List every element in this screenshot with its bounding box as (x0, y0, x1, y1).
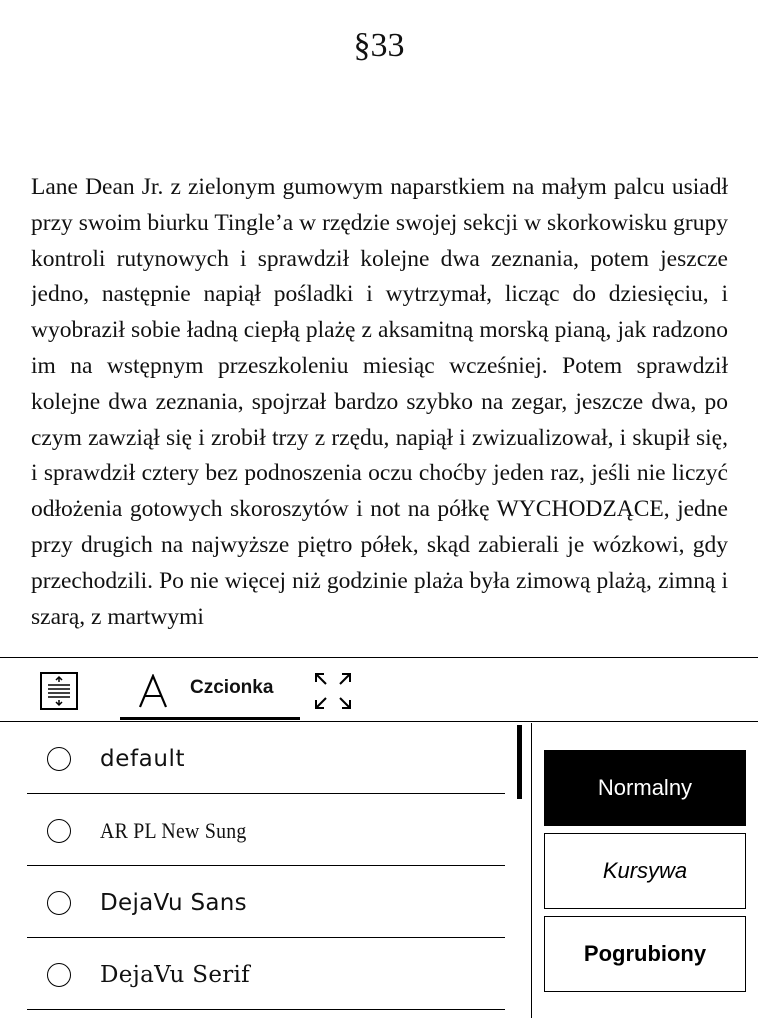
font-settings-panel (0, 657, 758, 1025)
style-bold-button[interactable]: Pogrubiony (544, 916, 746, 992)
font-name: default (100, 746, 186, 772)
line-spacing-icon (40, 672, 78, 710)
font-name: DejaVu Sans (100, 890, 247, 916)
font-item-default[interactable] (27, 722, 505, 794)
panel-divider (531, 723, 532, 1018)
font-list (27, 722, 505, 1025)
tab-font-label: Czcionka (190, 677, 274, 698)
settings-tabbar (0, 658, 758, 722)
book-paragraph: Lane Dean Jr. z zielonym gumowym naparstkiem na małym palcu usiadł przy swoim biurku Tingle’a w rzędzie swojej sekcji w skorkowisku grupy kontroli rutynowych i sprawdził kolejne dwa zeznania, potem jeszcze jedno, następnie napiął pośladki i wytrzymał, licząc do dziesięciu, i wyobraził sobie ładną ciepłą plażę z aksamitną morską pianą, jak radzono im na wstępnym przeszkoleniu miesiąc wcześniej. Potem sprawdził kolejne dwa zeznania, spojrzał bardzo szybko na zegar, jeszcze dwa, po czym zawziął się i zrobił trzy z rzędu, napiął i zwizualizował, i skupił się, i sprawdził cztery bez podnoszenia oczu choćby jeden raz, jeśli nie liczyć odłożenia gotowych skoroszytów i not na półkę WYCHODZĄCE, jedne przy drugich na najwyższe piętro półek, skąd zabierali je wózkowi, gdy przechodzili. Po nie więcej niż godzinie plaża była zimową plażą, zimną i szarą, z martwymi (31, 174, 728, 630)
tab-fullscreen[interactable] (313, 671, 353, 711)
font-a-icon (138, 674, 168, 708)
radio-button[interactable] (47, 891, 71, 915)
reading-area[interactable] (31, 170, 728, 657)
font-name: AR PL New Sung (100, 818, 247, 843)
style-italic-button[interactable]: Kursywa (544, 833, 746, 909)
font-item-dejavu-sans[interactable] (27, 866, 505, 938)
tab-font[interactable] (120, 658, 300, 720)
radio-button[interactable] (47, 747, 71, 771)
font-list-scrollbar[interactable] (517, 725, 522, 799)
radio-button[interactable] (47, 963, 71, 987)
section-title: §33 (353, 27, 405, 64)
style-normal-button[interactable]: Normalny (544, 750, 746, 826)
font-item-dejavu-serif[interactable] (27, 938, 505, 1010)
tab-line-spacing[interactable] (40, 672, 78, 710)
font-name: DejaVu Serif (100, 962, 250, 988)
radio-button[interactable] (47, 819, 71, 843)
font-item-ar-pl-new-sung[interactable] (27, 794, 505, 866)
expand-icon (313, 671, 353, 711)
